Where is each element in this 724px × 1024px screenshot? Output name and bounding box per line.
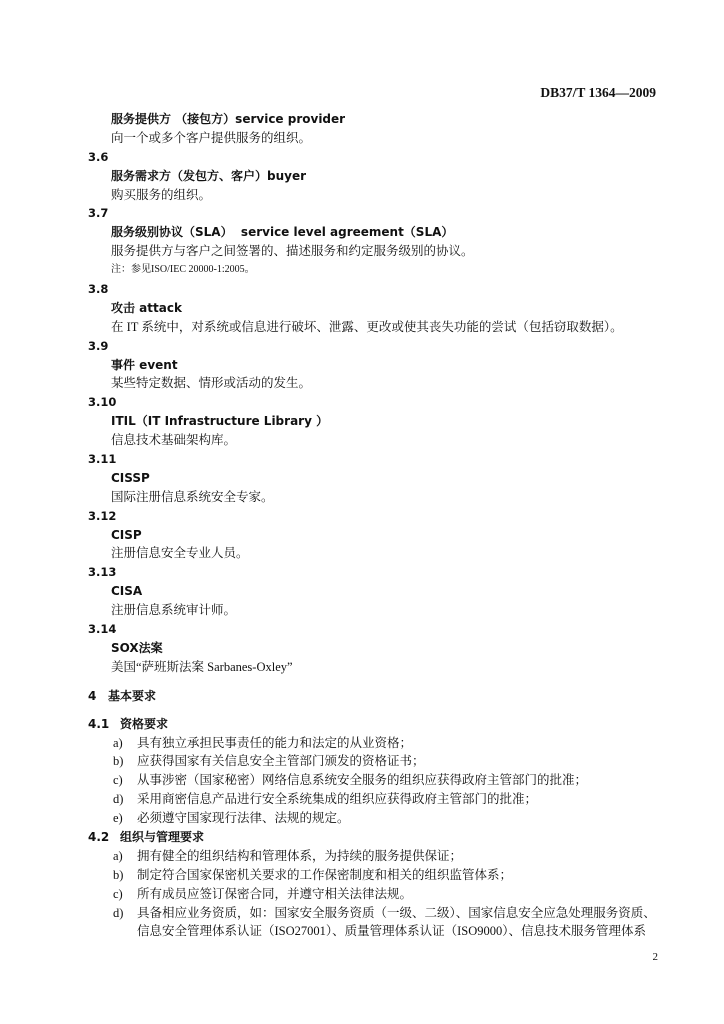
term-number: 3.8 [88,282,109,297]
term-name: ITIL（IT Infrastructure Library ） [111,414,329,429]
list-item [0,904,724,923]
term-name: 服务需求方（发包方、客户）buyer [111,168,307,183]
subsection-title: 资格要求 [120,716,169,731]
page-number: 2 [652,951,658,963]
section-heading [0,687,724,706]
list-item-label: e) [113,811,123,826]
list-item [0,734,724,753]
list-item-label: a) [113,735,123,750]
list-item-text: 制定符合国家保密机关要求的工作保密制度和相关的组织监管体系； [137,867,513,882]
subsection-number: 4.1 [88,716,110,731]
list-item-text: 采用商密信息产品进行安全系统集成的组织应获得政府主管部门的批准； [137,792,538,807]
term-name: CISSP [111,470,150,485]
term-definition: 某些特定数据、情形或活动的发生。 [111,376,312,391]
term-definition: 服务提供方与客户之间签署的、描述服务和约定服务级别的协议。 [111,244,474,259]
term-note: 注：参见ISO/IEC 20000-1:2005。 [111,264,255,276]
term-number: 3.13 [88,565,117,580]
subsection-title: 组织与管理要求 [120,829,205,844]
term-definition: 国际注册信息系统安全专家。 [111,489,274,504]
list-item-text: 拥有健全的组织结构和管理体系，为持续的服务提供保证； [137,848,463,863]
list-item-label: d) [113,792,124,807]
term-number: 3.10 [88,395,117,410]
section-title: 基本要求 [108,688,157,703]
term-number: 3.14 [88,622,117,637]
term-definition: 在 IT 系统中，对系统或信息进行破坏、泄露、更改或使其丧失功能的尝试（包括窃取数据）。 [111,319,623,334]
list-item-text: 从事涉密（国家秘密）网络信息系统安全服务的组织应获得政府主管部门的批准； [137,773,588,788]
term-definition: 向一个或多个客户提供服务的组织。 [111,130,312,145]
list-item-continuation: 信息安全管理体系认证（ISO27001）、质量管理体系认证（ISO9000）、信息技术服务管理体系 [137,924,647,939]
list-item [0,771,724,790]
list-item [0,809,724,828]
term-name: CISP [111,527,142,542]
term-name: SOX法案 [111,640,163,655]
list-item-text: 所有成员应签订保密合同，并遵守相关法律法规。 [137,886,413,901]
term-number: 3.9 [88,338,109,353]
term-number: 3.11 [88,452,117,467]
list-item-text: 必须遵守国家现行法律、法规的规定。 [137,811,350,826]
term-definition: 注册信息系统审计师。 [111,603,237,618]
term-definition: 美国“萨班斯法案 Sarbanes-Oxley” [111,659,293,674]
subsection-heading [0,715,724,734]
subsection-number: 4.2 [88,829,110,844]
list-item-label: d) [113,905,124,920]
list-item-label: b) [113,754,124,769]
term-name: 事件 event [111,357,178,372]
list-item [0,847,724,866]
term-name: CISA [111,584,143,599]
subsection-heading [0,828,724,847]
page-content [0,110,724,941]
term-definition: 注册信息安全专业人员。 [111,546,249,561]
list-item [0,866,724,885]
term-name: 服务提供方 （接包方）service provider [111,112,346,126]
term-number: 3.7 [88,206,109,221]
list-item [0,790,724,809]
term-name: 攻击 attack [111,300,182,315]
term-definition: 购买服务的组织。 [111,187,212,202]
list-item [0,752,724,771]
list-item-text: 具备相应业务资质，如：国家安全服务资质（一级、二级）、国家信息安全应急处理服务资质、 [137,905,656,920]
list-item-text: 应获得国家有关信息安全主管部门颁发的资格证书； [137,754,425,769]
list-item [0,885,724,904]
list-item-label: a) [113,848,123,863]
document-code-header: DB37/T 1364—2009 [540,85,656,100]
list-item-label: b) [113,867,124,882]
term-definition: 信息技术基础架构库。 [111,433,237,448]
section-number: 4 [88,688,97,703]
list-item-label: c) [113,773,123,788]
term-number: 3.6 [88,149,109,164]
term-number: 3.12 [88,508,117,523]
list-item-text: 具有独立承担民事责任的能力和法定的从业资格； [137,735,413,750]
list-item-label: c) [113,886,123,901]
term-name: 服务级别协议（SLA） service level agreement（SLA） [111,225,454,240]
